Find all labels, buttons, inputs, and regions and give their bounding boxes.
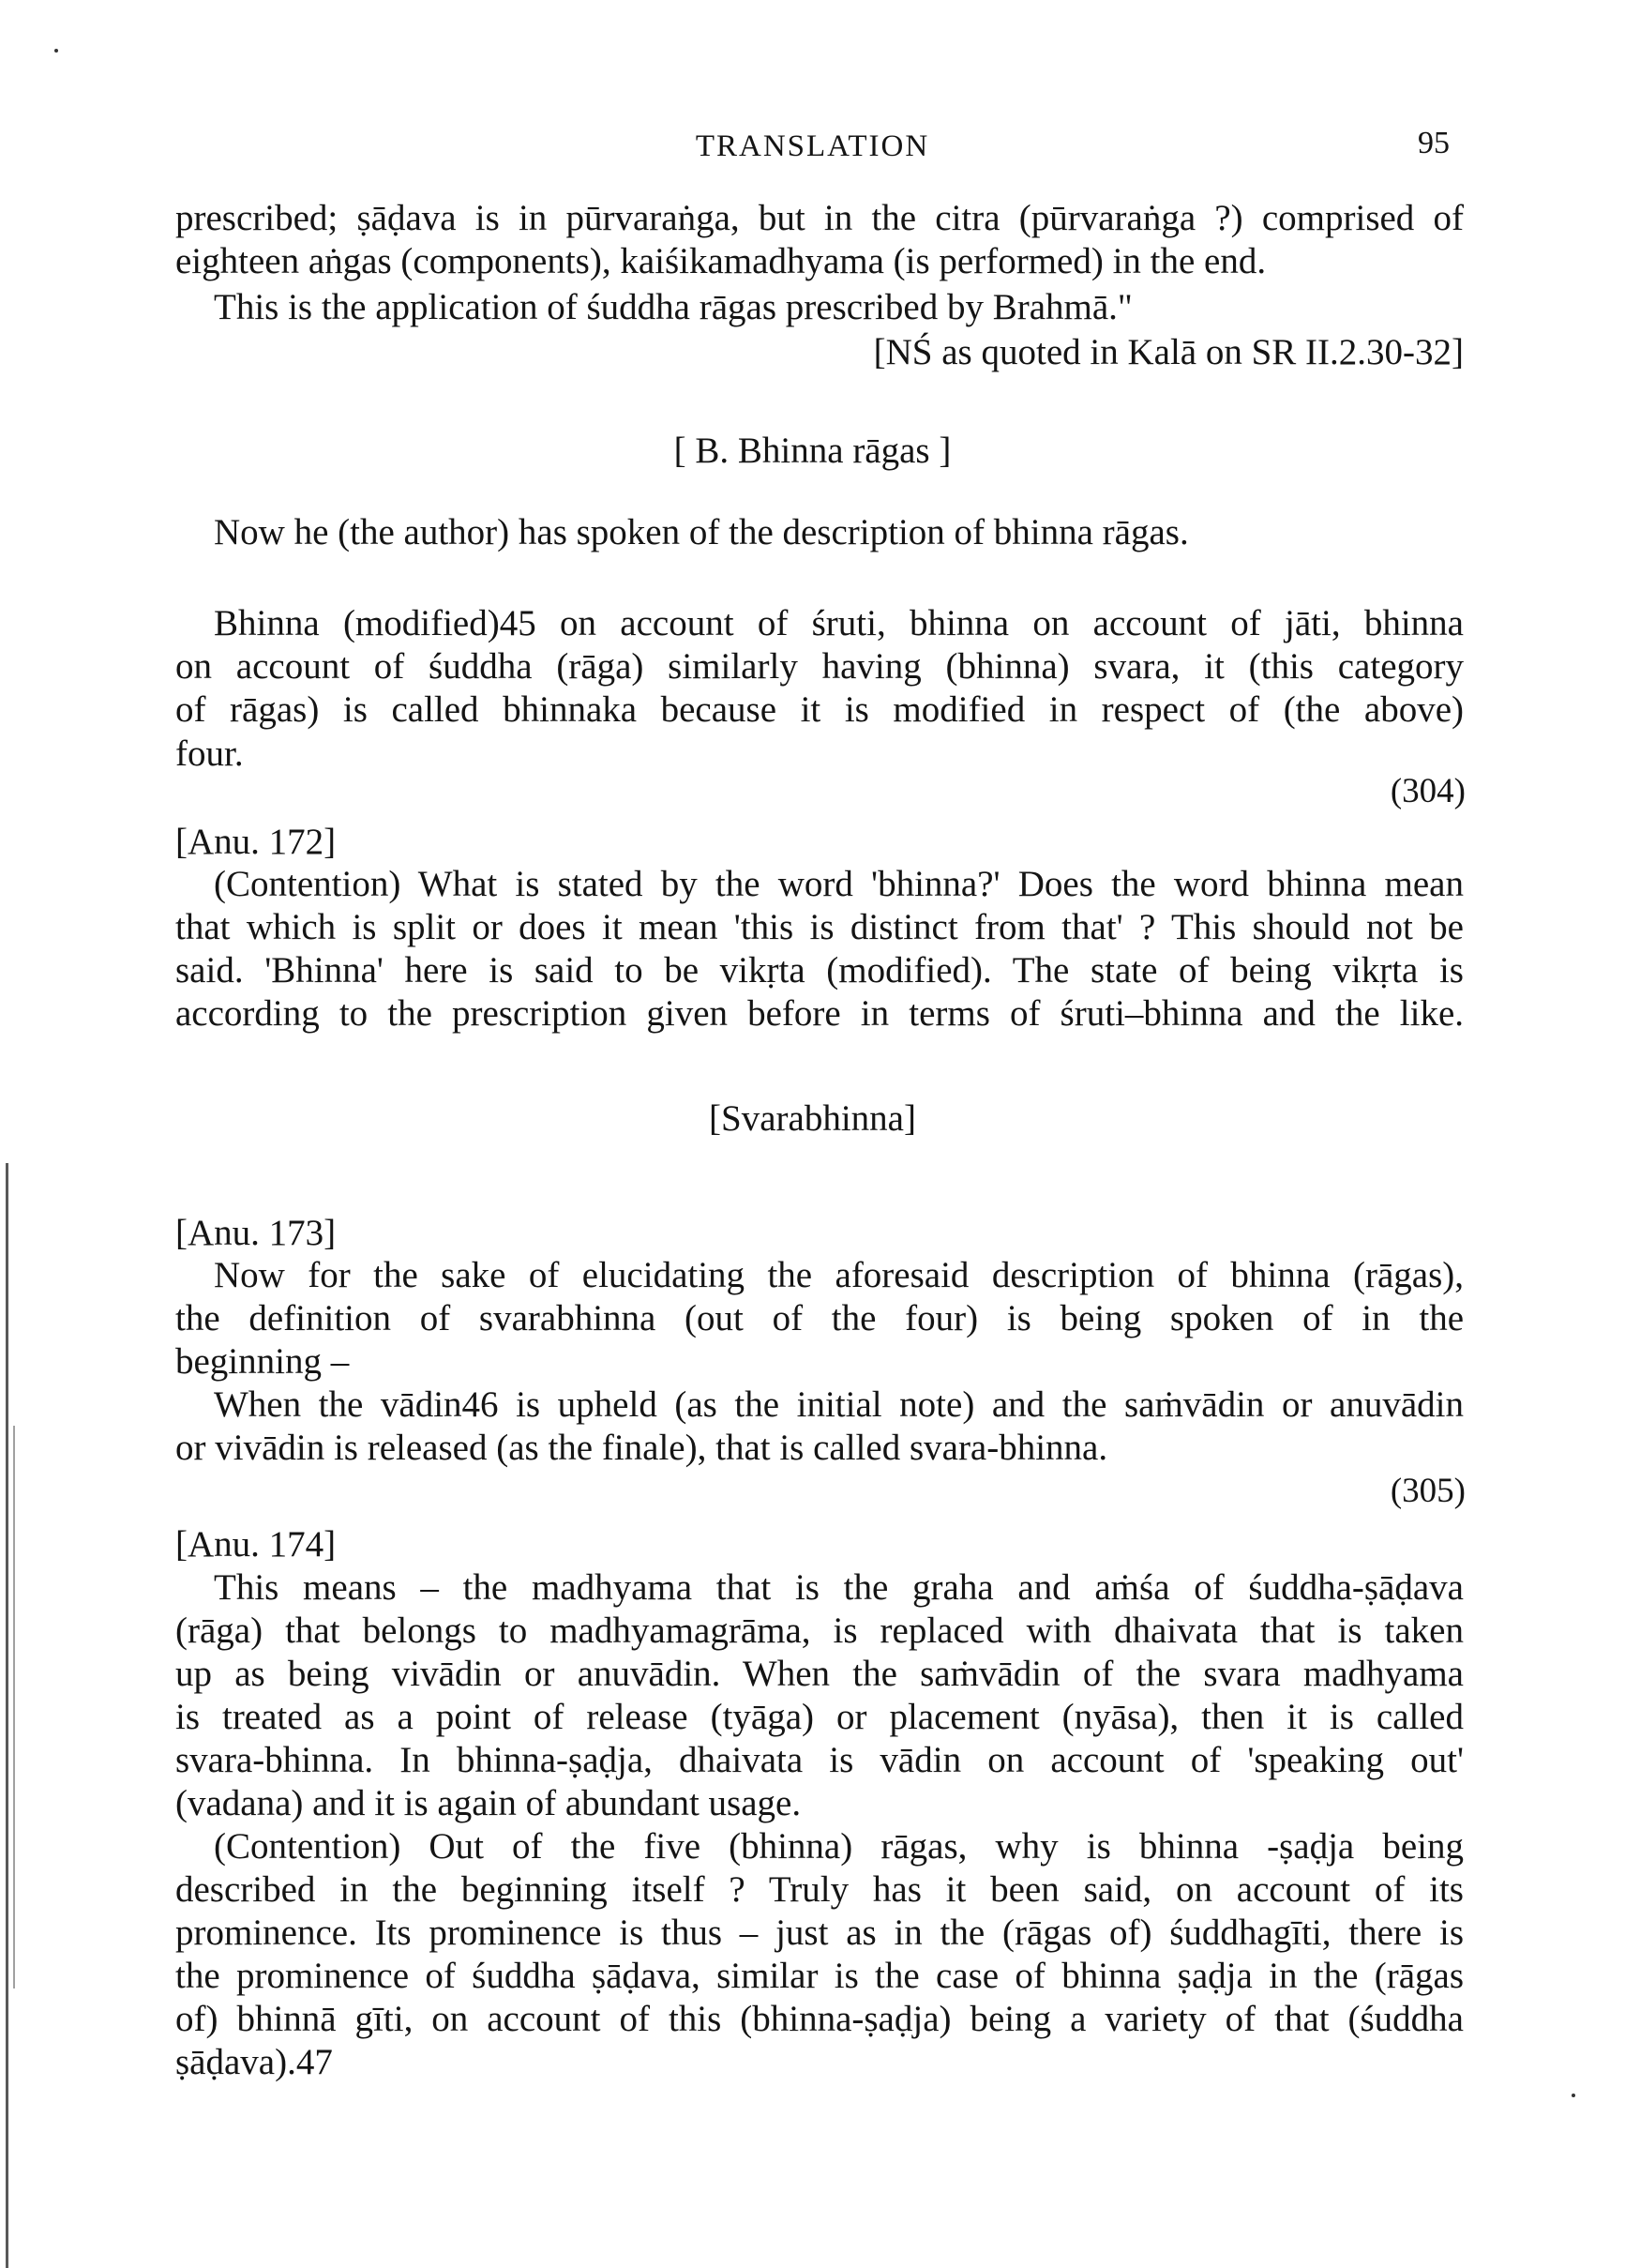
scan-speck [1572, 2094, 1575, 2097]
text-line: (Contention) What is stated by the word 'bhinna?' Does the word bhinna mean [214, 864, 1464, 904]
text-line: This means – the madhyama that is the graha and aṁśa of śuddha-ṣāḍava [214, 1567, 1464, 1608]
text-line: Now he (the author) has spoken of the description of bhinna rāgas. [214, 512, 1189, 552]
commentary-label: [Anu. 173] [175, 1213, 337, 1253]
text-line: This is the application of śuddha rāgas prescribed by Brahmā." [214, 287, 1133, 327]
text-line: is treated as a point of release (tyāga) or placement (nyāsa), then it is called [175, 1697, 1464, 1737]
page-number: 95 [1418, 126, 1450, 160]
commentary-label: [Anu. 174] [175, 1524, 337, 1565]
text-line: prescribed; ṣāḍava is in pūrvaraṅga, but in the citra (pūrvaraṅga ?) comprised of [175, 198, 1464, 238]
verse-number: (305) [1390, 1472, 1466, 1510]
scan-speck [54, 49, 58, 53]
text-line: four. [175, 733, 244, 774]
commentary-label: [Anu. 172] [175, 822, 337, 862]
scan-binding-shadow-2 [13, 1426, 15, 1988]
text-line: eighteen aṅgas (components), kaiśikamadhyama (is performed) in the end. [175, 241, 1267, 281]
text-line: of) bhinnā gīti, on account of this (bhinna-ṣaḍja) being a variety of that (śuddha [175, 1999, 1464, 2039]
verse-number: (304) [1390, 772, 1466, 810]
text-line: When the vādin46 is upheld (as the initial note) and the saṁvādin or anuvādin [214, 1384, 1464, 1425]
text-line: (rāga) that belongs to madhyamagrāma, is replaced with dhaivata that is taken [175, 1610, 1464, 1651]
text-line: ṣāḍava).47 [175, 2042, 333, 2082]
text-line: or vivādin is released (as the finale), that is called svara-bhinna. [175, 1428, 1108, 1468]
text-line: the definition of svarabhinna (out of the four) is being spoken of in the [175, 1298, 1464, 1338]
text-line: Bhinna (modified)45 on account of śruti, bhinna on account of jāti, bhinna [214, 603, 1464, 643]
text-line: svara-bhinna. In bhinna-ṣaḍja, dhaivata is vādin on account of 'speaking out' [175, 1740, 1464, 1780]
text-line: beginning – [175, 1341, 350, 1382]
scan-binding-shadow [6, 1163, 8, 2268]
text-line: on account of śuddha (rāga) similarly having (bhinna) svara, it (this category [175, 646, 1464, 687]
section-heading: [Svarabhinna] [709, 1098, 916, 1139]
text-line: (Contention) Out of the five (bhinna) rāgas, why is bhinna -ṣaḍja being [214, 1826, 1464, 1867]
text-line: of rāgas) is called bhinnaka because it is modified in respect of (the above) [175, 689, 1464, 730]
section-heading: [ B. Bhinna rāgas ] [673, 431, 952, 471]
text-line: described in the beginning itself ? Truly has it been said, on account of its [175, 1869, 1464, 1910]
text-line: prominence. Its prominence is thus – just as in the (rāgas of) śuddhagīti, there is [175, 1913, 1464, 1953]
text-line: Now for the sake of elucidating the aforesaid description of bhinna (rāgas), [214, 1255, 1464, 1295]
text-line: the prominence of śuddha ṣāḍava, similar is the case of bhinna ṣaḍja in the (rāgas [175, 1956, 1464, 1996]
text-line: said. 'Bhinna' here is said to be vikṛta (modified). The state of being vikṛta is [175, 950, 1464, 990]
citation: [NŚ as quoted in Kalā on SR II.2.30-32] [873, 332, 1464, 372]
text-line: (vadana) and it is again of abundant usage. [175, 1783, 802, 1823]
text-line: up as being vivādin or anuvādin. When the saṁvādin of the svara madhyama [175, 1654, 1464, 1694]
text-line: according to the prescription given before in terms of śruti–bhinna and the like. [175, 993, 1464, 1034]
running-head: TRANSLATION [695, 129, 930, 163]
text-line: that which is split or does it mean 'this is distinct from that' ? This should not be [175, 907, 1464, 947]
